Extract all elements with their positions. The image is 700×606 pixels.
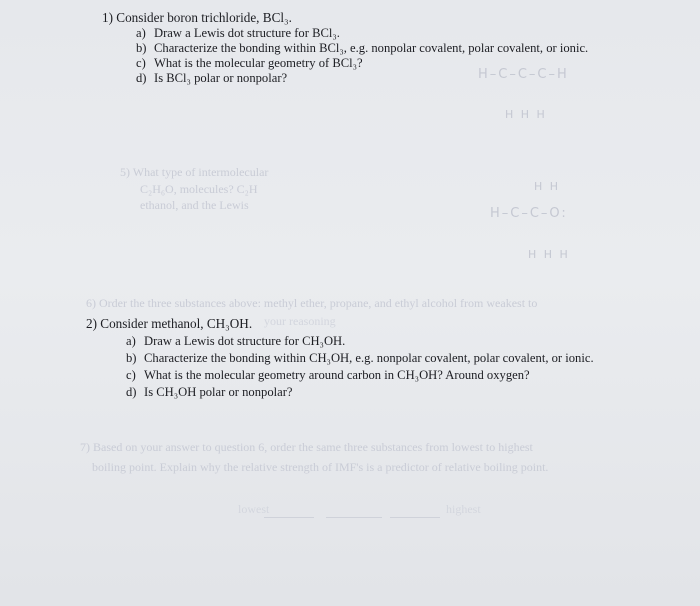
question-1-title: 1) Consider boron trichloride, BCl₃. (102, 10, 292, 25)
question-1-item-c (136, 56, 363, 71)
bleed-q6-tail: your reasoning (264, 314, 336, 328)
item-text: Draw a Lewis dot structure for BCl₃. (154, 26, 340, 40)
question-1-item-a (136, 26, 340, 41)
question-1-item-d (136, 71, 287, 86)
question-2-title: 2) Consider methanol, CH₃OH. (86, 316, 253, 331)
bleed-ranking-line-1 (264, 517, 314, 518)
item-label: d) (126, 385, 137, 399)
question-2-item-a (126, 334, 345, 349)
bleed-q5-line-3: ethanol, and the Lewis (140, 198, 249, 212)
question-2-item-b (126, 351, 594, 366)
bleed-highest-label: highest (446, 502, 481, 516)
bleed-q5-line-2: C₂H₆O, molecules? C₂H (140, 182, 258, 196)
item-text: Characterize the bonding within BCl₃, e.g. nonpolar covalent, polar covalent, or ionic. (154, 41, 589, 55)
item-text: Draw a Lewis dot structure for CH₃OH. (144, 334, 346, 348)
question-2-item-d (126, 385, 293, 400)
item-label: b) (136, 41, 147, 55)
bleed-lowest-label: lowest (238, 502, 270, 516)
item-text: Is BCl₃ polar or nonpolar? (154, 71, 288, 85)
bleed-handwriting-structure-2: H–C–C–O: (490, 206, 568, 221)
item-label: d) (136, 71, 147, 85)
bleed-q7-line-2: boiling point. Explain why the relative strength of IMF's is a predictor of relative boiling point. (92, 460, 549, 474)
item-label: a) (126, 334, 136, 348)
bleed-ranking-line-3 (390, 517, 440, 518)
bleed-ranking-line-2 (326, 517, 382, 518)
item-label: b) (126, 351, 137, 365)
bleed-handwriting-structure-2-top: H H (534, 180, 561, 193)
item-label: c) (126, 368, 136, 382)
item-text: Is CH₃OH polar or nonpolar? (144, 385, 293, 399)
question-2-item-c (126, 368, 530, 383)
bleed-q7-line-1: 7) Based on your answer to question 6, order the same three substances from lowest to highest (80, 440, 533, 454)
bleed-q5-line-1: 5) What type of intermolecular (120, 165, 269, 179)
bleed-handwriting-structure-1-h: H H H (505, 108, 547, 121)
bleed-handwriting-structure-1: H–C–C–C–H (478, 67, 569, 82)
question-1-item-b (136, 41, 588, 56)
bleed-handwriting-structure-2-bottom: H H H (528, 248, 570, 261)
item-text: What is the molecular geometry of BCl₃? (154, 56, 363, 70)
bleed-q6-line: 6) Order the three substances above: methyl ether, propane, and ethyl alcohol from weakest to (86, 296, 538, 310)
item-text: Characterize the bonding within CH₃OH, e.g. nonpolar covalent, polar covalent, or ionic. (144, 351, 594, 365)
item-label: a) (136, 26, 146, 40)
item-label: c) (136, 56, 146, 70)
item-text: What is the molecular geometry around carbon in CH₃OH? Around oxygen? (144, 368, 530, 382)
